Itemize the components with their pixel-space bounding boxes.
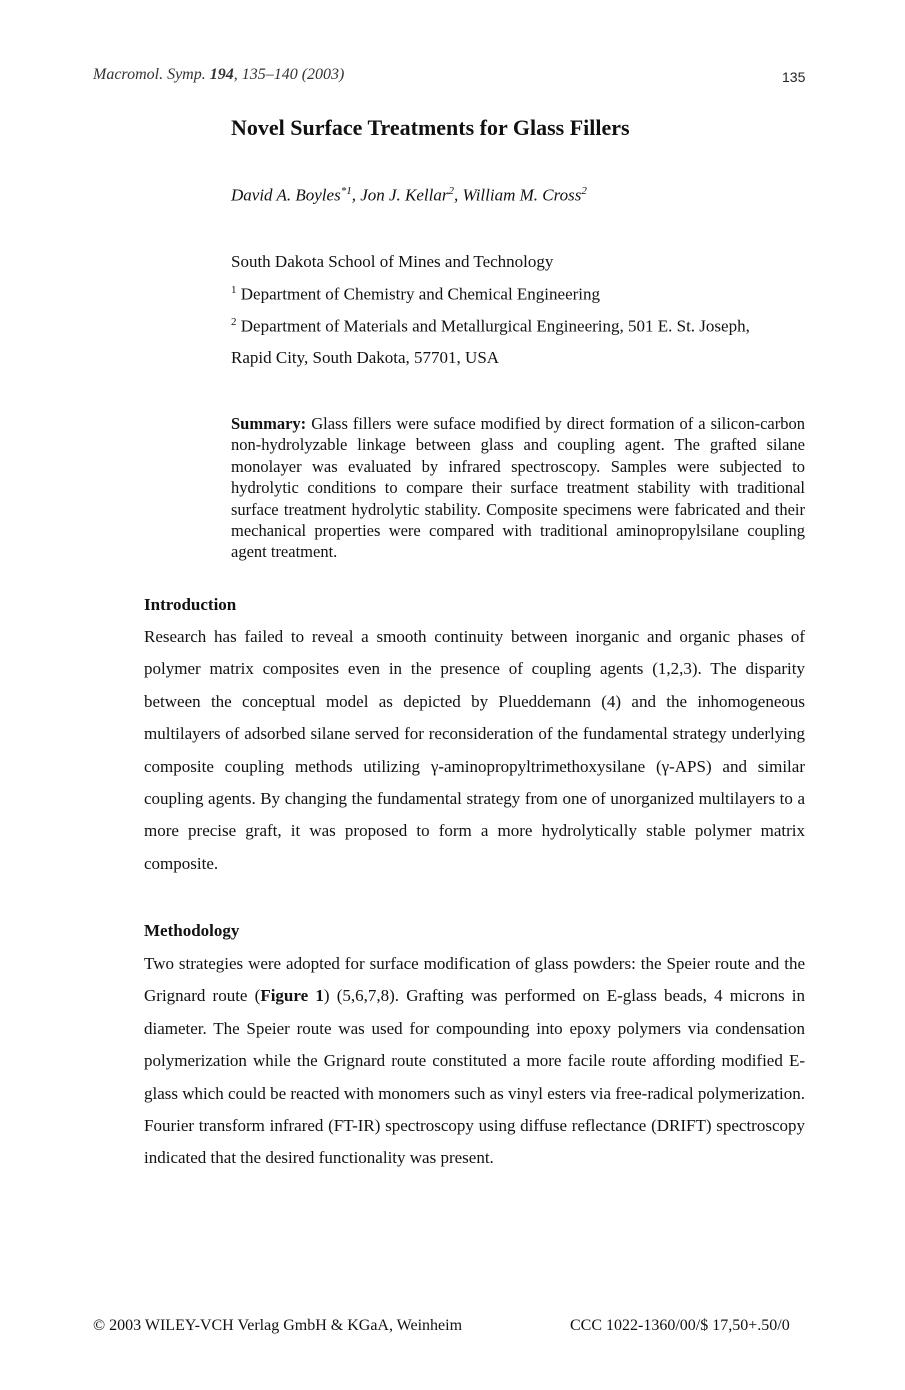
journal-volume: 194	[209, 66, 234, 83]
author-mark: 2	[581, 185, 587, 197]
address: Rapid City, South Dakota, 57701, USA	[231, 348, 500, 367]
author-name: William M. Cross	[462, 185, 582, 205]
affiliation-1	[231, 284, 600, 305]
affiliation-2	[231, 316, 750, 337]
methodology-paragraph	[144, 948, 805, 1175]
paper-title: Novel Surface Treatments for Glass Fillers	[231, 115, 630, 140]
methodology-text: Two strategies were adopted for surface modification of glass powders: the Speier route and the Grignard route (	[144, 954, 805, 1006]
affiliation-number: 2	[231, 316, 237, 328]
author-list	[231, 185, 587, 206]
affiliation-text: Department of Materials and Metallurgical Engineering, 501 E. St. Joseph,	[236, 316, 750, 336]
author-name: Jon J. Kellar	[360, 185, 449, 205]
summary-text: Glass fillers were suface modified by direct formation of a silicon-carbon non-hydrolyzable linkage between glass and coupling agent. The grafted silane monolayer was evaluated by infrared spectroscopy. Samples were subjected to hydrolytic conditions to compare their surface treatment stability with traditional surface treatment hydrolytic stability. Composite specimens were fabricated and their mechanical properties were compared with traditional aminopropylsilane coupling agent treatment.	[231, 414, 805, 562]
methodology-text: ) (5,6,7,8). Grafting was performed on E-glass beads, 4 microns in diameter. The Speier route was used for compounding into epoxy polymers via condensation polymerization while the Grignard route constituted a more facile route affording modified E-glass which could be reacted with monomers such as vinyl esters via free-radical polymerization. Fourier transform infrared (FT-IR) spectroscopy using diffuse reflectance (DRIFT) spectroscopy indicated that the desired functionality was present.	[144, 986, 805, 1168]
figure-reference: Figure 1	[260, 986, 324, 1006]
introduction-paragraph: Research has failed to reveal a smooth continuity between inorganic and organic phases of polymer matrix composites even in the presence of coupling agents (1,2,3). The disparity between the conceptual model as depicted by Plueddemann (4) and the inhomogeneous multilayers of adsorbed silane served for reconsideration of the fundamental strategy underlying composite coupling methods utilizing γ-aminopropyltrimethoxysilane (γ-APS) and similar coupling agents. By changing the fundamental strategy from one of unorganized multilayers to a more precise graft, it was proposed to form a more hydrolytically stable polymer matrix composite.	[144, 627, 805, 873]
ccc-code: CCC 1022-1360/00/$ 17,50+.50/0	[570, 1317, 790, 1334]
journal-pages: , 135–140 (2003)	[233, 66, 345, 83]
copyright-notice: © 2003 WILEY-VCH Verlag GmbH & KGaA, Weinheim	[93, 1317, 463, 1334]
journal-citation	[93, 66, 344, 84]
author-mark: 2	[448, 185, 454, 197]
summary-label: Summary:	[231, 414, 307, 433]
methodology-heading: Methodology	[144, 921, 240, 940]
author-mark: *1	[340, 185, 352, 197]
author-separator: ,	[351, 185, 361, 205]
page-number: 135	[782, 69, 806, 85]
journal-name: Macromol. Symp.	[93, 66, 210, 83]
introduction-heading: Introduction	[144, 595, 237, 614]
author-separator: ,	[453, 185, 463, 205]
affiliation-text: Department of Chemistry and Chemical Engineering	[236, 284, 601, 304]
author-name: David A. Boyles	[231, 185, 341, 205]
affiliation-number: 1	[231, 284, 237, 296]
summary-abstract	[231, 413, 805, 563]
institution: South Dakota School of Mines and Technology	[231, 252, 554, 271]
